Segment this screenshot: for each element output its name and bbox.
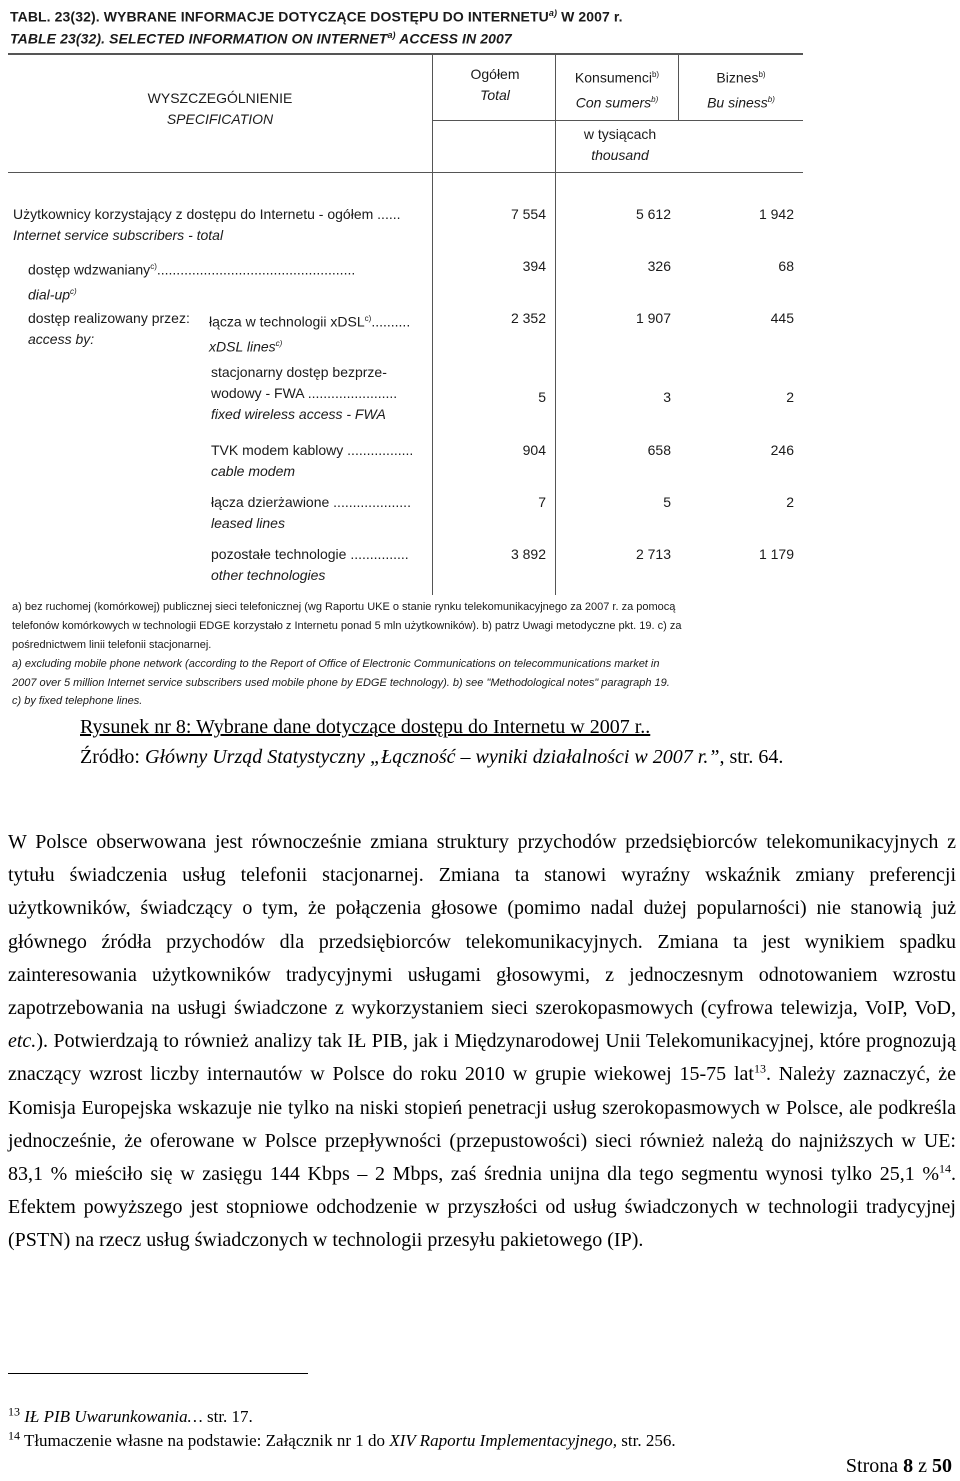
cell-business: 2 [786,494,794,510]
table-footnote: a) excluding mobile phone network (according to the Report of Office of Electronic Communications on telecommunications market in [12,658,660,670]
cell-consumers: 326 [647,258,671,274]
header-bottom-rule [8,172,803,173]
row-label-cable: TVK modem kablowy ................. cable modem [211,442,414,479]
footnote-ref-13: 13 [753,1061,766,1076]
caption-title: Rysunek nr 8: Wybrane dane dotyczące dostępu do Internetu w 2007 r.. [80,716,651,738]
row-label-xdsl: łącza w technologii xDSL$^{c)}$.......... xDSL lines$^{c)}$ [209,313,411,355]
cell-total: 2 352 [510,310,546,326]
cell-consumers: 3 [663,389,671,405]
page-number: Strona 8 z 50 [845,1455,952,1477]
cell-business: 68 [778,258,794,274]
cell-total: 3 892 [510,546,546,562]
footnote-ref-14: 14 [939,1161,951,1176]
table-footnote: 2007 over 5 million Internet service subscribers used mobile phone by EDGE technology). b) see "Methodological notes" paragraph 19. [12,677,670,689]
header-unit: w tysiącach thousand [583,126,657,163]
table-footnote: telefonów komórkowych w technologii EDGE korzystało z Internetu ponad 5 mln użytkowników). b) patrz Uwagi metodyczne pkt. 19. c) za [12,620,682,632]
cell-business: 1 942 [758,206,794,222]
cell-consumers: 2 713 [635,546,671,562]
cell-total: 7 [538,494,546,510]
figure-caption [80,712,955,772]
table-title-en: TABLE 23(32). SELECTED INFORMATION ON INTERNET$^{a)}$ ACCESS IN 2007 [10,30,512,47]
row-label-other: pozostałe technologie ............... other technologies [211,546,409,583]
row-label-total-users: Użytkownicy korzystający z dostępu do Internetu - ogółem ...... Internet service subscribers - total [13,206,401,243]
cell-consumers: 5 612 [635,206,671,222]
row-label-leased: łącza dzierżawione .................... leased lines [211,494,411,531]
cell-total: 904 [522,442,546,458]
table-image [0,0,820,712]
footnote-13: $^{13}$ IŁ PIB Uwarunkowania… str. 17. [8,1404,253,1426]
header-business: Biznes$^{b)}$ Bu siness$^{b)}$ [707,69,775,111]
cell-total: 7 554 [510,206,546,222]
table-footnote: pośrednictwem linii telefonii stacjonarnej. [12,639,212,651]
caption-source: Źródło: Główny Urząd Statystyczny „Łączność – wyniki działalności w 2007 r.”, str. 64. [80,746,784,768]
table-top-rule [8,53,803,55]
row-label-fwa: stacjonarny dostęp bezprze- wodowy - FWA ....................... fixed wireless access - FWA [211,364,398,422]
cell-consumers: 5 [663,494,671,510]
header-consumers: Konsumenci$^{b)}$ Con sumers$^{b)}$ [574,69,660,111]
header-specification: WYSZCZEGÓLNIENIE SPECIFICATION [147,90,293,127]
cell-consumers: 1 907 [635,310,671,326]
table-title-pl: TABL. 23(32). WYBRANE INFORMACJE DOTYCZĄCE DOSTĘPU DO INTERNETU$^{a)}$ W 2007 r. [10,8,623,25]
column-divider [432,55,433,595]
footnote-separator [8,1373,308,1374]
cell-total: 394 [522,258,546,274]
cell-business: 1 179 [758,546,794,562]
footnote-14: $^{14}$ Tłumaczenie własne na podstawie: Załącznik nr 1 do XIV Raportu Implementacyjnego, str. 256. [8,1428,676,1450]
header-total: Ogółem Total [470,66,520,103]
cell-business: 246 [770,442,794,458]
body-paragraph: W Polsce obserwowana jest równocześnie zmiana struktury przychodów przedsiębiorców telekomunikacyjnych z tytułu świadczenia usług telefonii stacjonarnej. Zmiana ta stanowi wyraźny wskaźnik zmiany preferencji użytkowników, świadczący o tym, że połączenia głosowe (pomimo nadal dużej popularności) nie stanowią już głównego źródła przychodów dla przedsiębiorców telekomunikacyjnych. Zmiana ta jest wynikiem spadku zainteresowania użytkowników tradycyjnymi usługami głosowymi, z jednoczesnym odnotowaniem wzrostu zapotrzebowania na usługi świadczone z wykorzystaniem sieci szerokopasmowych (cyfrowa telewizja, VoIP, VoD, etc.). Potwierdzają to również analizy tak IŁ PIB, jak i Międzynarodowej Unii Telekomunikacyjnej, które prognozują znaczący wzrost liczby internautów w Polsce do roku 2010 w grupie wiekowej 15-75 lat$^{13}$. Należy zaznaczyć, że Komisja Europejska wskazuje nie tylko na niski stopień penetracji usług szerokopasmowych w Polsce, ale podkreśla jednocześnie, że oferowane w Polsce przepływności (przepustowości) sieci również należą do najniższych w UE: 83,1 % mieściło się w zasięgu 144 Kbps – 2 Mbps, zaś średnia unijna dla tego segmentu wynosi tylko 25,1 %$^{14}$. Efektem powyższego jest stopniowe odchodzenie w przyszłości od usług świadczonych w technologii tradycyjnej (PSTN) na rzecz usług świadczonych w technologii przesyłu pakietowego (IP). [8,831,956,1252]
row-label-access-by: dostęp realizowany przez: access by: [28,310,190,347]
cell-business: 2 [786,389,794,405]
cell-total: 5 [538,389,546,405]
header-unit-rule [432,120,803,121]
table-footnote: a) bez ruchomej (komórkowej) publicznej sieci telefonicznej (wg Raportu UKE o stanie rynku telekomunikacyjnego za 2007 r. za pomocą [12,601,676,613]
column-divider [678,55,679,121]
cell-business: 445 [770,310,794,326]
cell-consumers: 658 [647,442,671,458]
row-label-dialup: dostęp wdzwaniany$^{c)}$................................................... dial-$up^{c)}$ [28,261,356,303]
table-footnote: c) by fixed telephone lines. [12,695,143,707]
